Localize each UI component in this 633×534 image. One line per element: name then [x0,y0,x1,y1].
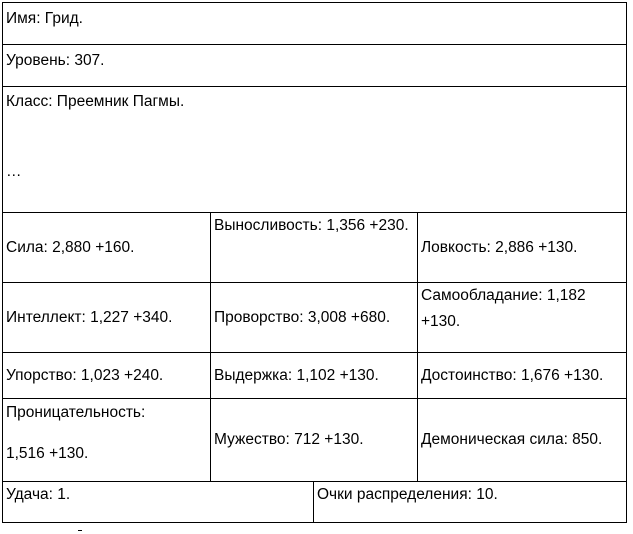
stat-endurance: Выносливость: 1,356 +230. [211,213,418,283]
name-cell [3,3,627,45]
stat-luck: Удача: 1. [3,482,314,523]
stat-agility: Ловкость: 2,886 +130. [418,213,627,283]
stat-composure: Самообладание: 1,182 +130. [418,283,627,353]
stat-insight-value: 1,516 +130. [6,445,89,462]
stat-dexterity: Проворство: 3,008 +680. [211,283,418,353]
stat-intellect: Интеллект: 1,227 +340. [3,283,211,353]
stray-mark [78,530,82,531]
stat-persistence: Упорство: 1,023 +240. [3,353,211,399]
stat-strength: Сила: 2,880 +160. [3,213,211,283]
stat-insight [3,399,211,482]
level-cell [3,45,627,87]
stat-demonic-power: Демоническая сила: 850. [418,399,627,482]
character-class: Класс: Преемник Пагмы. [6,93,185,110]
class-cell [3,87,627,213]
stat-dignity: Достоинство: 1,676 +130. [418,353,627,399]
stat-distribution-points: Очки распределения: 10. [314,482,627,523]
class-ellipsis: … [6,163,22,180]
character-stat-sheet [2,2,626,523]
character-name: Имя: Грид. [6,10,83,27]
stat-table [2,2,627,523]
character-level: Уровень: 307. [6,52,105,69]
stat-stamina: Выдержка: 1,102 +130. [211,353,418,399]
stat-insight-label: Проницательность: [6,404,146,421]
stat-courage: Мужество: 712 +130. [211,399,418,482]
